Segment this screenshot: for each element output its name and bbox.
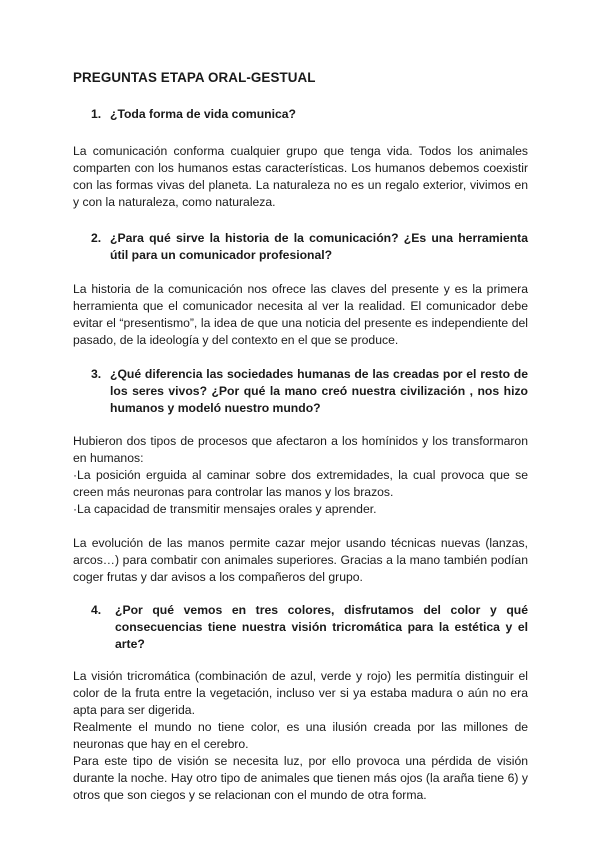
answer-list-item: ·La posición erguida al caminar sobre dos extremidades, la cual provoca que se creen más neuronas para controlar las manos y los brazos. xyxy=(73,468,528,499)
question-number: 4. xyxy=(91,603,102,617)
question-number: 3. xyxy=(91,367,102,381)
document-title: PREGUNTAS ETAPA ORAL-GESTUAL xyxy=(73,70,316,85)
question-1 xyxy=(73,106,528,123)
question-4 xyxy=(73,602,528,653)
paragraph-spacer xyxy=(73,518,528,535)
answer-paragraph: La comunicación conforma cualquier grupo que tenga vida. Todos los animales comparten con los humanos estas características. Los humanos debemos coexistir con las formas vivas del planeta. La naturaleza no es un regalo exterior, vivimos en y con la naturaleza, como naturaleza. xyxy=(73,144,528,209)
answer-3 xyxy=(73,433,528,518)
question-number: 2. xyxy=(91,231,102,245)
question-text: ¿Por qué vemos en tres colores, disfrutamos del color y qué consecuencias tiene nuestra visión tricromática para la estética y el arte? xyxy=(115,603,528,651)
question-text: ¿Toda forma de vida comunica? xyxy=(110,107,297,121)
question-2 xyxy=(73,230,528,264)
question-number: 1. xyxy=(91,107,102,121)
answer-paragraph: Realmente el mundo no tiene color, es una ilusión creada por las millones de neuronas que hay en el cerebro. xyxy=(73,720,528,751)
answer-2 xyxy=(73,281,528,349)
question-text: ¿Qué diferencia las sociedades humanas de las creadas por el resto de los seres vivos? ¿Por qué la mano creó nuestra civilización , nos hizo humanos y modeló nuestro mundo? xyxy=(110,367,528,415)
answer-3-continued xyxy=(73,535,528,586)
answer-paragraph: La visión tricromática (combinación de azul, verde y rojo) les permitía distinguir el color de la fruta entre la vegetación, incluso ver si ya estaba madura o aún no era apta para ser digerida. xyxy=(73,669,528,717)
answer-paragraph: Hubieron dos tipos de procesos que afectaron a los homínidos y los transformaron en humanos: xyxy=(73,434,528,465)
answer-list-item: ·La capacidad de transmitir mensajes orales y aprender. xyxy=(73,502,377,516)
question-3 xyxy=(73,366,528,417)
answer-1 xyxy=(73,143,528,211)
answer-paragraph: La evolución de las manos permite cazar mejor usando técnicas nuevas (lanzas, arcos…) para combatir con animales superiores. Gracias a la mano también podían coger frutas y dar avisos a los compañeros del grupo. xyxy=(73,536,528,584)
question-text: ¿Para qué sirve la historia de la comunicación? ¿Es una herramienta útil para un comunicador profesional? xyxy=(110,231,528,262)
answer-paragraph: Para este tipo de visión se necesita luz, por ello provoca una pérdida de visión durante la noche. Hay otro tipo de animales que tienen más ojos (la araña tiene 6) y otros que son ciegos y se relacionan con el mundo de otra forma. xyxy=(73,754,528,802)
answer-paragraph: La historia de la comunicación nos ofrece las claves del presente y es la primera herramienta que el comunicador necesita al ver la realidad. El comunicador debe evitar el “presentismo”, la idea de que una noticia del presente es independiente del pasado, de la ideología y del contexto en el que se produce. xyxy=(73,282,528,347)
answer-4 xyxy=(73,668,528,804)
